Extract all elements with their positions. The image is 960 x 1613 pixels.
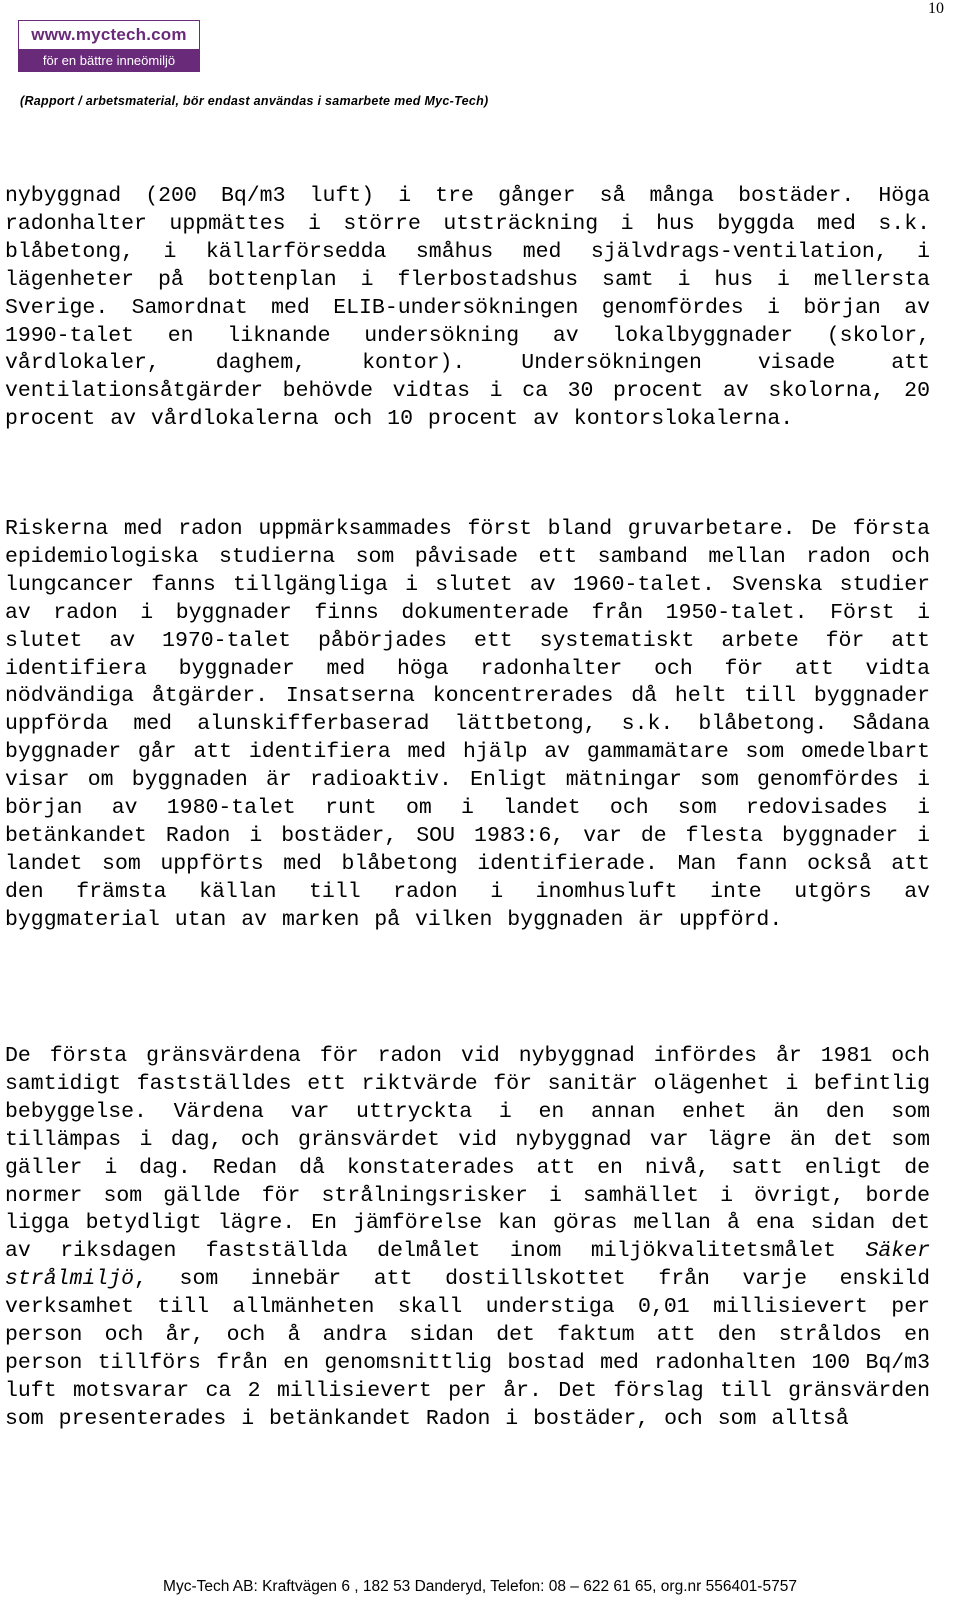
paragraph-3-text-start: De första gränsvärdena för radon vid nybyggnad infördes år 1981 och samtidigt fastställdes ett riktvärde för sanitär olägenhet i befintlig bebyggelse. Värdena var uttryckta i en annan enhet än den som tillämpas i dag, och gränsvärdet vid nybyggnad var lägre än det som gäller i dag. Redan då konstaterades att en nivå, satt enligt de normer som gällde för strålningsrisker i samhället i övrigt, borde ligga betydligt lägre. En jämförelse kan göras mellan å ena sidan det av riksdagen fastställda delmålet inom miljökvalitetsmålet — [5, 1044, 930, 1264]
paragraph-1: nybyggnad (200 Bq/m3 luft) i tre gånger så många bostäder. Höga radonhalter uppmättes i större utsträckning i hus byggda med s.k. blåbetong, i källarförsedda småhus med självdrags-ventilation, i lägenheter på bottenplan i flerbostadshus samt i hus i mellersta Sverige. Samordnat med ELIB-undersökningen genomfördes i början av 1990-talet en liknande undersökning av lokalbyggnader (skolor, vårdlokaler, daghem, kontor). Undersökningen visade att ventilationsåtgärder behövde vidtas i ca 30 procent av skolorna, 20 procent av vårdlokalerna och 10 procent av kontorslokalerna. — [5, 184, 930, 432]
logo-url: www.myctech.com — [31, 25, 187, 44]
page-footer: Myc-Tech AB: Kraftvägen 6 , 182 53 Danderyd, Telefon: 08 – 622 61 65, org.nr 556401-5757 — [163, 1578, 797, 1595]
paragraph-3-italic-term: Säker strålmiljö — [5, 1239, 930, 1292]
paragraph-3-text-end: , som innebär att dostillskottet från varje enskild verksamhet till allmänheten skall understiga 0,01 millisievert per person och år, och å andra sidan det faktum att den stråldos en person tillförs från en genomsnittlig bostad med radonhalten 100 Bq/m3 luft motsvarar ca 2 millisievert per år. Det förslag till gränsvärden som presenterades i betänkandet Radon i bostäder, och som alltså — [5, 1267, 930, 1431]
logo-tagline: för en bättre inneömiljö — [19, 49, 199, 71]
logo-url-band — [19, 21, 199, 49]
paragraph-2: Riskerna med radon uppmärksammades först bland gruvarbetare. De första epidemiologiska studierna som påvisade ett samband mellan radon och lungcancer fanns tillgängliga i slutet av 1960-talet. Svenska studier av radon i byggnader finns dokumenterade från 1950-talet. Först i slutet av 1970-talet påbörjades ett systematiskt arbete för att identifiera byggnader med höga radonhalter och för att vidta nödvändiga åtgärder. Insatserna koncentrerades då helt till byggnader uppförda med alunskifferbaserad lättbetong, s.k. blåbetong. Sådana byggnader går att identifiera med hjälp av gammamätare som omedelbart visar om byggnaden är radioaktiv. Enligt mätningar som genomfördes i början av 1980-talet runt om i landet och som redovisades i betänkandet Radon i bostäder, SOU 1983:6, var de flesta byggnader i landet som uppförts med blåbetong identifierade. Man fann också att den främsta källan till radon i inomhusluft inte utgörs av byggmaterial utan av marken på vilken byggnaden är uppförd. — [5, 517, 930, 932]
report-note: (Rapport / arbetsmaterial, bör endast användas i samarbete med Myc-Tech) — [20, 94, 489, 108]
myctech-logo — [18, 20, 200, 72]
page-number: 10 — [928, 0, 944, 17]
paragraph-3 — [5, 1043, 930, 1434]
